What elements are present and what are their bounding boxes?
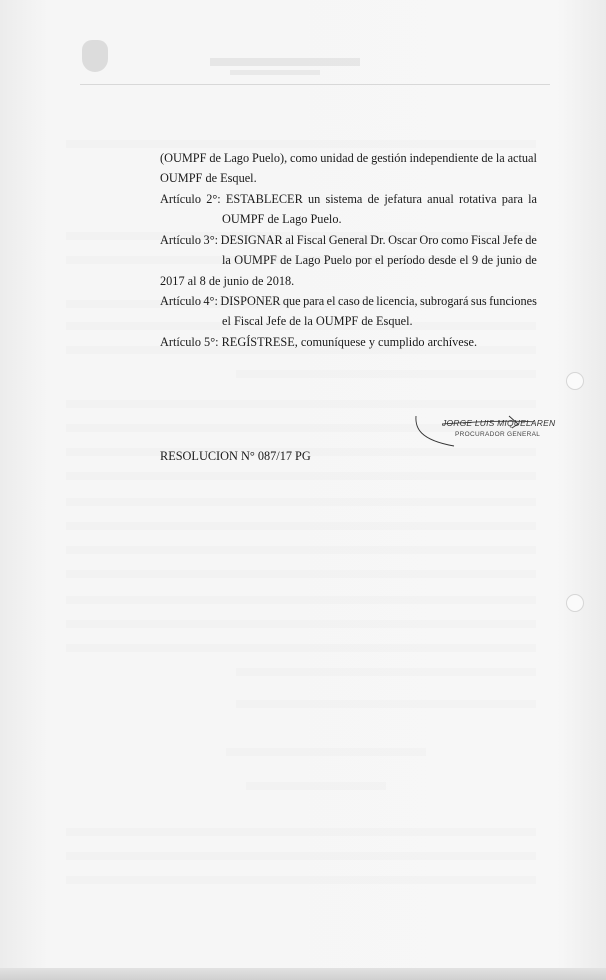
header-watermark-bar	[210, 58, 360, 66]
word: la	[495, 151, 505, 165]
word: 9	[471, 253, 479, 267]
word: período	[387, 253, 425, 267]
word: de	[525, 253, 537, 267]
word: Artículo	[160, 294, 201, 308]
word: ESTABLECER	[225, 192, 303, 206]
word: sistema	[325, 192, 363, 206]
word: independiente	[409, 151, 479, 165]
word: rotativa	[458, 192, 497, 206]
resolution-number: RESOLUCION N° 087/17 PG	[160, 449, 311, 463]
header-seal-watermark	[82, 40, 108, 72]
word: de	[367, 192, 380, 206]
word: General	[328, 233, 368, 247]
word: OUMPF	[234, 253, 277, 267]
word: Puelo),	[251, 151, 288, 165]
word: (OUMPF	[160, 151, 207, 165]
word: la	[528, 192, 537, 206]
word: para	[501, 192, 523, 206]
word: Jefe	[502, 233, 523, 247]
word: desde	[428, 253, 457, 267]
word: sus	[470, 294, 487, 308]
header-rule	[80, 84, 550, 85]
word: al	[285, 233, 295, 247]
word: actual	[507, 151, 537, 165]
word: DISPONER	[220, 294, 281, 308]
article-4-line: el Fiscal Jefe de la OUMPF de Esquel.	[222, 314, 413, 328]
signatory-title: PROCURADOR GENERAL	[455, 431, 541, 438]
header-watermark-bar	[230, 70, 320, 75]
word: Fiscal	[470, 233, 501, 247]
word: anual	[427, 192, 454, 206]
article-2-line: OUMPF de Lago Puelo.	[222, 212, 342, 226]
word: de	[209, 151, 221, 165]
article-2-line	[160, 189, 537, 210]
word: que	[282, 294, 301, 308]
word: de	[362, 294, 374, 308]
word: de	[356, 151, 369, 165]
word: de	[280, 253, 292, 267]
word: caso	[337, 294, 360, 308]
word: la	[222, 253, 231, 267]
punch-hole	[566, 372, 584, 390]
article-3-line: 2017 al 8 de junio de 2018.	[160, 274, 295, 288]
word: por	[355, 253, 372, 267]
word: como	[441, 233, 469, 247]
word: como	[290, 151, 318, 165]
word: unidad	[320, 151, 354, 165]
article-5-line: Artículo 5°: REGÍSTRESE, comuníquese y cumplido archívese.	[160, 335, 478, 349]
signature-stamp	[414, 410, 534, 448]
word: licencia,	[376, 294, 418, 308]
article-3-line	[160, 230, 537, 251]
word: Puelo	[323, 253, 352, 267]
page-bottom-edge	[0, 968, 606, 980]
word: el	[375, 253, 384, 267]
word: Fiscal	[296, 233, 327, 247]
header-logo-watermark	[470, 50, 530, 66]
word: 4°:	[203, 294, 218, 308]
word: 2°:	[206, 192, 221, 206]
article-4-line	[160, 291, 537, 312]
word: para	[303, 294, 325, 308]
word: 3°:	[203, 233, 219, 247]
word: gestión	[371, 151, 407, 165]
punch-hole	[566, 594, 584, 612]
word: junio	[496, 253, 522, 267]
word: el	[326, 294, 336, 308]
word: Oscar	[388, 233, 417, 247]
word: funciones	[489, 294, 537, 308]
word: Artículo	[160, 192, 201, 206]
word: DESIGNAR	[220, 233, 283, 247]
word: el	[459, 253, 469, 267]
word: Dr.	[370, 233, 386, 247]
signatory-name: JORGE LUIS MIQUELAREN	[442, 418, 556, 428]
paragraph-line: OUMPF de Esquel.	[160, 171, 257, 185]
word: Lago	[295, 253, 321, 267]
article-3-line	[222, 250, 537, 271]
word: de	[525, 233, 537, 247]
word: Lago	[223, 151, 250, 165]
word: Artículo	[160, 233, 201, 247]
word: un	[307, 192, 321, 206]
word: subrogará	[420, 294, 469, 308]
word: de	[481, 253, 494, 267]
word: de	[481, 151, 493, 165]
paragraph-line	[160, 148, 537, 169]
word: jefatura	[384, 192, 422, 206]
word: Oro	[419, 233, 439, 247]
